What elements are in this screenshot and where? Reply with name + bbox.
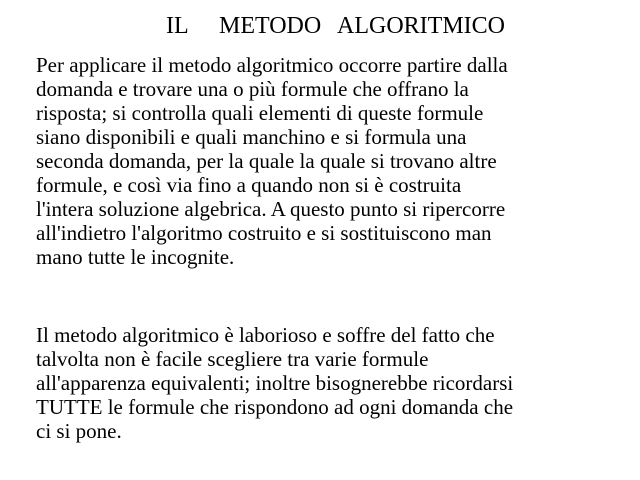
paragraph-line: l'intera soluzione algebrica. A questo punto si ripercorre: [36, 197, 506, 221]
paragraph-line: Il metodo algoritmico è laborioso e soffre del fatto che: [36, 323, 495, 347]
paragraph-line: ci si pone.: [36, 419, 122, 443]
paragraph-method-drawbacks: [36, 323, 636, 443]
paragraph-line: seconda domanda, per la quale la quale si trovano altre: [36, 149, 497, 173]
title-word-algoritmico: ALGORITMICO: [337, 13, 505, 39]
paragraph-line: mano tutte le incognite.: [36, 245, 235, 269]
page-title: [0, 11, 640, 41]
paragraph-method-description: [36, 53, 636, 269]
paragraph-line: Per applicare il metodo algoritmico occorre partire dalla: [36, 53, 508, 77]
paragraph-line: all'indietro l'algoritmo costruito e si sostituiscono man: [36, 221, 492, 245]
paragraph-line: risposta; si controlla quali elementi di queste formule: [36, 101, 484, 125]
title-word-metodo: METODO: [219, 13, 322, 39]
paragraph-line: siano disponibili e quali manchino e si formula una: [36, 125, 467, 149]
title-word-il: IL: [166, 13, 189, 39]
paragraph-line: all'apparenza equivalenti; inoltre bisognerebbe ricordarsi: [36, 371, 514, 395]
paragraph-line: talvolta non è facile scegliere tra varie formule: [36, 347, 429, 371]
paragraph-line: formule, e così via fino a quando non si è costruita: [36, 173, 462, 197]
paragraph-line: domanda e trovare una o più formule che offrano la: [36, 77, 469, 101]
paragraph-line: TUTTE le formule che rispondono ad ogni domanda che: [36, 395, 514, 419]
